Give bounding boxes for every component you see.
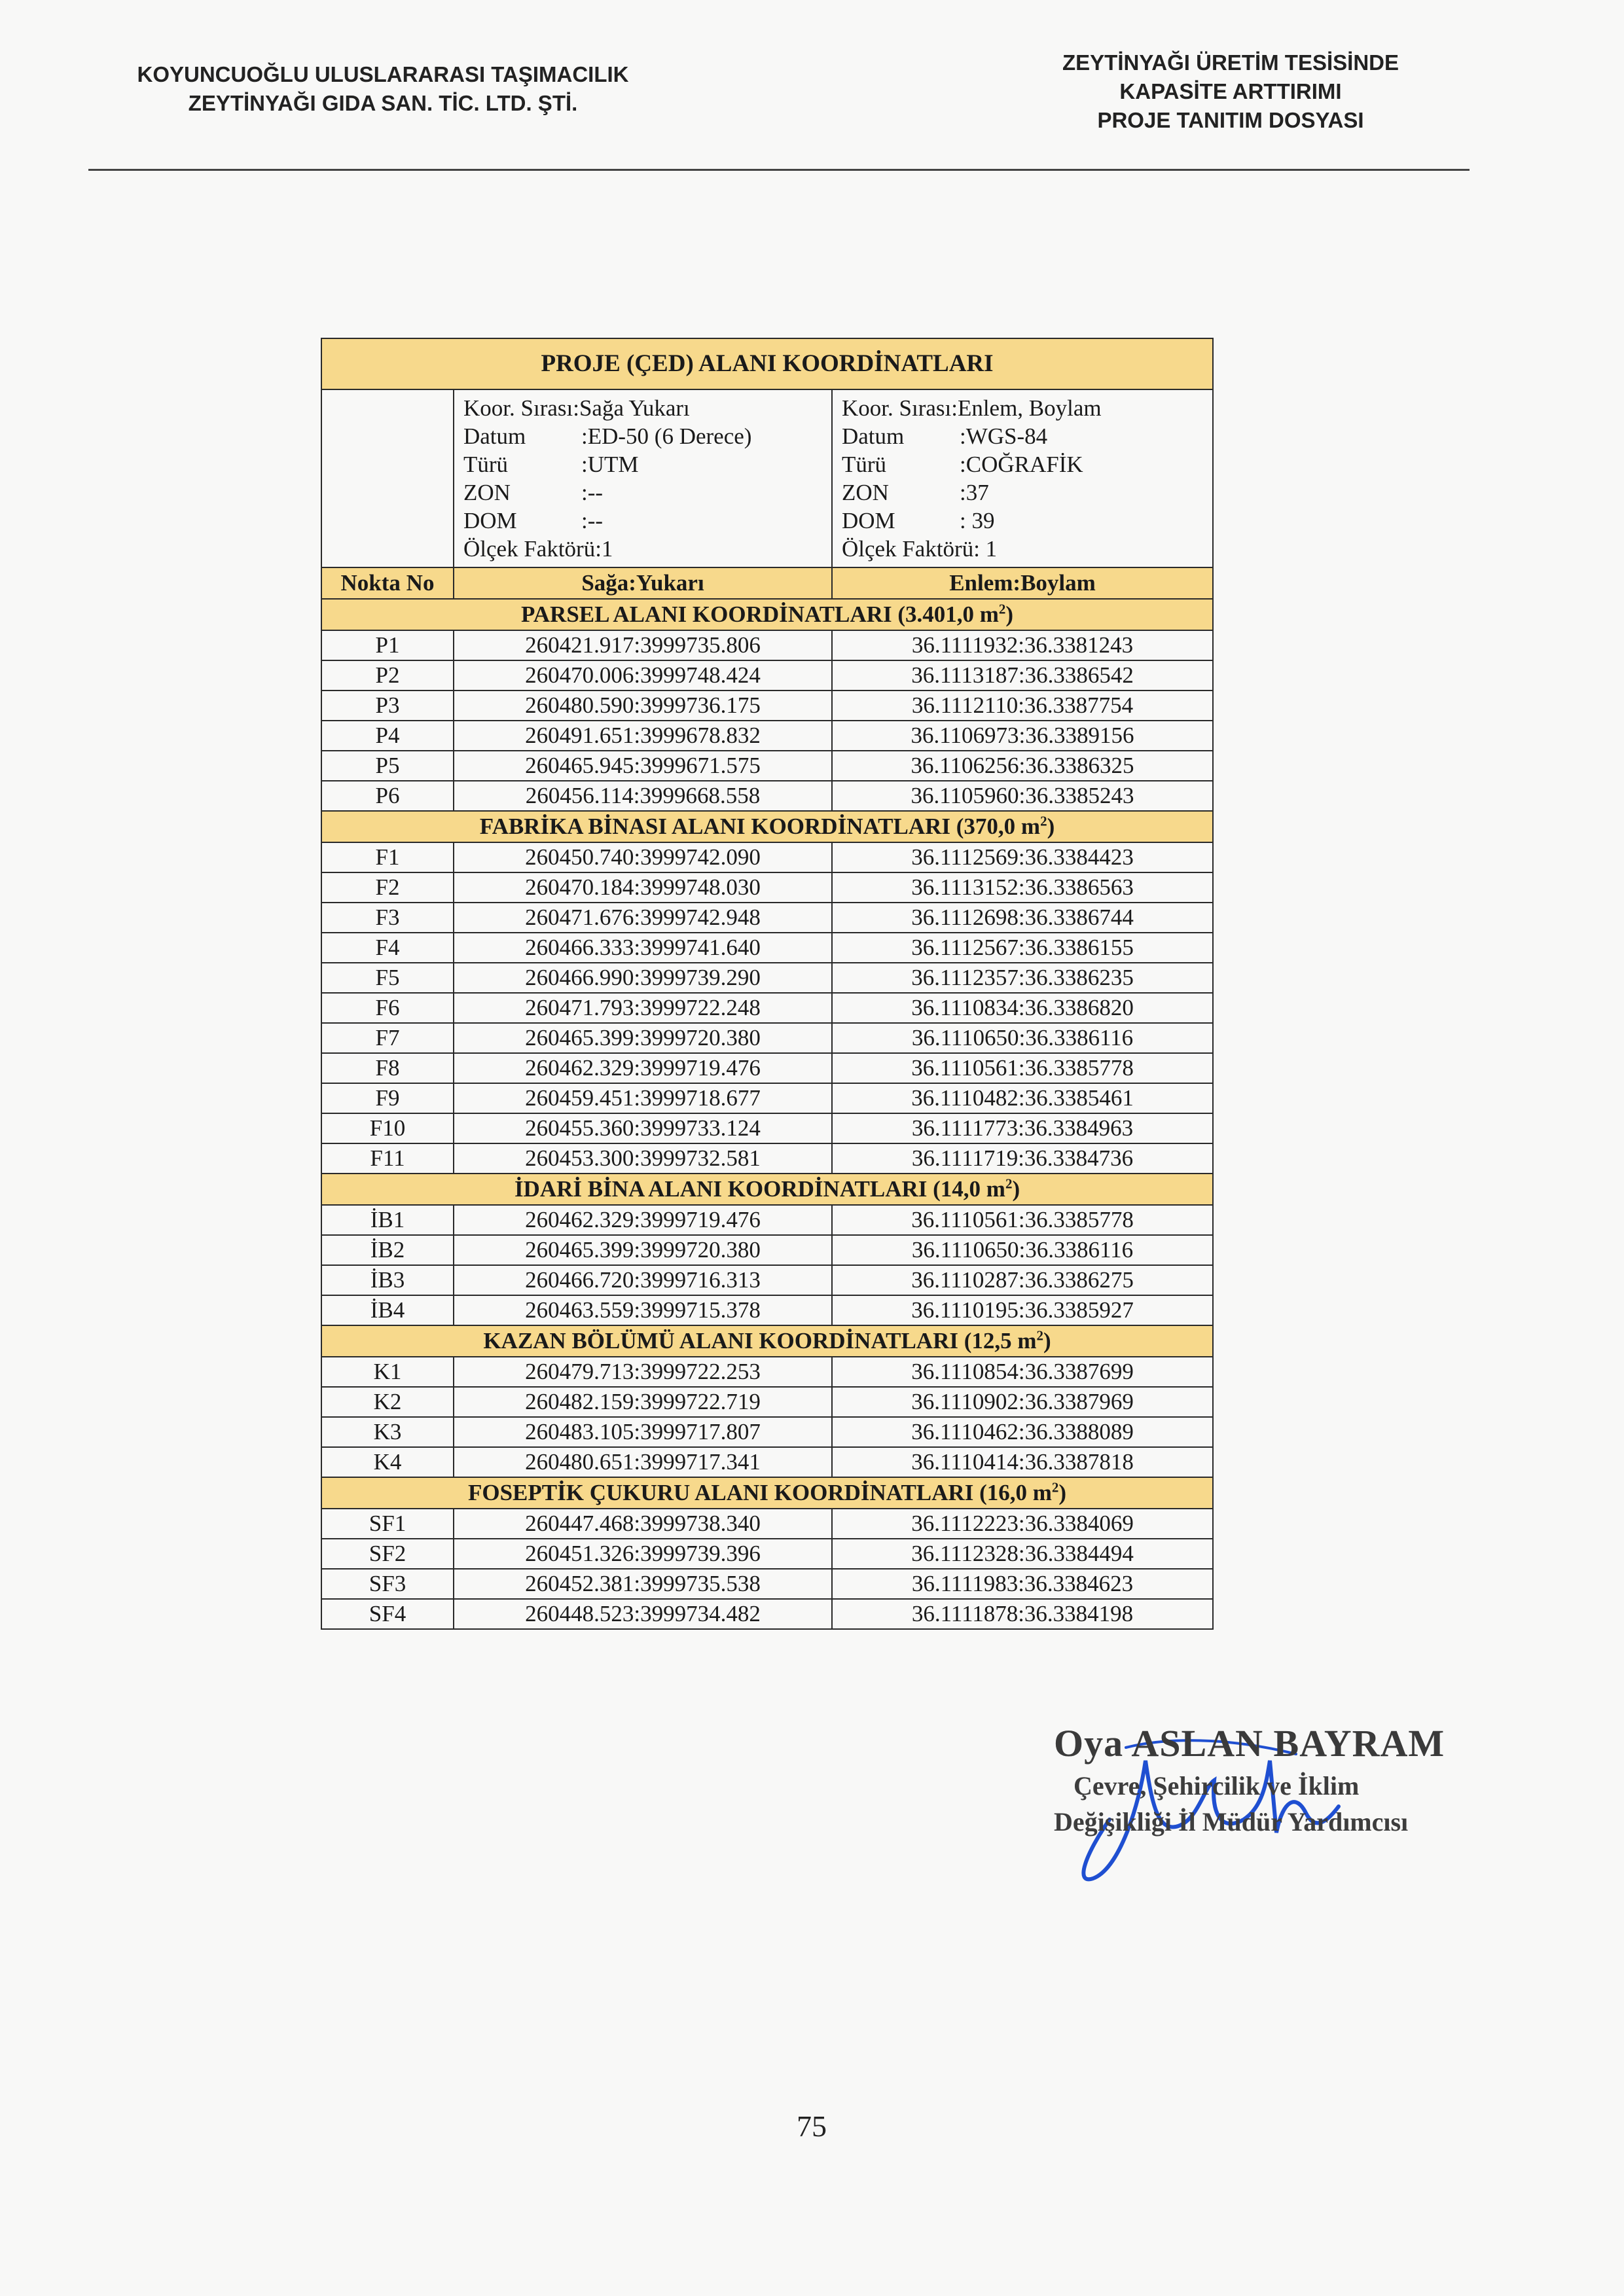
section-title-close: ) xyxy=(1058,1480,1067,1505)
geo-coordinate-cell: 36.1110482:36.3385461 xyxy=(832,1083,1213,1113)
datum-info-key: ZON xyxy=(842,480,889,505)
section-title-close: ) xyxy=(1043,1328,1051,1354)
datum-info-line xyxy=(463,422,822,450)
point-no-cell: F6 xyxy=(321,993,454,1023)
datum-info-key: Türü xyxy=(463,452,509,477)
table-row xyxy=(321,842,1213,872)
utm-coordinate-cell: 260471.676:3999742.948 xyxy=(454,903,832,933)
section-title-text: PARSEL ALANI KOORDİNATLARI (3.401,0 m xyxy=(520,601,999,627)
point-no-cell: F7 xyxy=(321,1023,454,1053)
page-number: 75 xyxy=(797,2109,827,2143)
utm-coordinate-cell: 260465.399:3999720.380 xyxy=(454,1235,832,1265)
point-no-cell: F5 xyxy=(321,963,454,993)
datum-info-key: Koor. Sırası:Sağa Yukarı xyxy=(463,395,690,421)
utm-coordinate-cell: 260452.381:3999735.538 xyxy=(454,1569,832,1599)
geo-coordinate-cell: 36.1111773:36.3384963 xyxy=(832,1113,1213,1143)
geo-coordinate-cell: 36.1106973:36.3389156 xyxy=(832,721,1213,751)
table-row xyxy=(321,1023,1213,1053)
point-no-cell: F10 xyxy=(321,1113,454,1143)
geo-coordinate-cell: 36.1105960:36.3385243 xyxy=(832,781,1213,811)
datum-info-key: Koor. Sırası:Enlem, Boylam xyxy=(842,395,1102,421)
datum-info-empty-cell xyxy=(321,389,454,567)
utm-coordinate-cell: 260480.590:3999736.175 xyxy=(454,691,832,721)
point-no-cell: F11 xyxy=(321,1143,454,1174)
header-company-line1: KOYUNCUOĞLU ULUSLARARASI TAŞIMACILIK xyxy=(137,62,629,86)
signatory-title-line2: Değişikliği İl Müdür Yardımcısı xyxy=(1054,1807,1409,1837)
datum-info-line xyxy=(463,535,822,563)
datum-info-value: :WGS-84 xyxy=(960,423,1048,449)
section-title-close: ) xyxy=(1005,601,1014,627)
geo-coordinate-cell: 36.1111719:36.3384736 xyxy=(832,1143,1213,1174)
utm-coordinate-cell: 260463.559:3999715.378 xyxy=(454,1295,832,1325)
section-title-superscript: 2 xyxy=(1036,1327,1044,1344)
utm-coordinate-cell: 260459.451:3999718.677 xyxy=(454,1083,832,1113)
point-no-cell: SF1 xyxy=(321,1509,454,1539)
point-no-cell: F1 xyxy=(321,842,454,872)
utm-coordinate-cell: 260482.159:3999722.719 xyxy=(454,1387,832,1417)
table-row xyxy=(321,1113,1213,1143)
utm-coordinate-cell: 260479.713:3999722.253 xyxy=(454,1357,832,1387)
datum-info-key: Datum xyxy=(463,423,526,449)
geo-coordinate-cell: 36.1110854:36.3387699 xyxy=(832,1357,1213,1387)
utm-coordinate-cell: 260421.917:3999735.806 xyxy=(454,630,832,660)
header-project-line1: ZEYTİNYAĞI ÜRETİM TESİSİNDE xyxy=(1062,50,1399,75)
utm-coordinate-cell: 260471.793:3999722.248 xyxy=(454,993,832,1023)
geo-coordinate-cell: 36.1110650:36.3386116 xyxy=(832,1023,1213,1053)
table-row xyxy=(321,751,1213,781)
point-no-cell: F2 xyxy=(321,872,454,903)
signatory-title-line1: Çevre, Şehircilik ve İklim xyxy=(1074,1771,1360,1801)
point-no-cell: F3 xyxy=(321,903,454,933)
table-row xyxy=(321,1143,1213,1174)
geo-coordinate-cell: 36.1110650:36.3386116 xyxy=(832,1235,1213,1265)
header-project xyxy=(969,48,1492,135)
table-row xyxy=(321,903,1213,933)
section-title-superscript: 2 xyxy=(998,601,1006,617)
column-header-geo: Enlem:Boylam xyxy=(832,567,1213,599)
point-no-cell: P5 xyxy=(321,751,454,781)
column-header-point-no: Nokta No xyxy=(321,567,454,599)
section-title-superscript: 2 xyxy=(1040,813,1047,829)
section-title-text: KAZAN BÖLÜMÜ ALANI KOORDİNATLARI (12,5 m xyxy=(483,1328,1037,1354)
datum-info-value: :ED-50 (6 Derece) xyxy=(581,423,752,449)
table-title: PROJE (ÇED) ALANI KOORDİNATLARI xyxy=(321,338,1213,389)
geo-coordinate-cell: 36.1113152:36.3386563 xyxy=(832,872,1213,903)
table-title-row xyxy=(321,338,1213,389)
utm-coordinate-cell: 260491.651:3999678.832 xyxy=(454,721,832,751)
table-row xyxy=(321,1205,1213,1235)
table-row xyxy=(321,691,1213,721)
table-row xyxy=(321,1357,1213,1387)
section-title xyxy=(321,1477,1213,1509)
geo-coordinate-cell: 36.1111983:36.3384623 xyxy=(832,1569,1213,1599)
table-row xyxy=(321,1509,1213,1539)
geo-coordinate-cell: 36.1110287:36.3386275 xyxy=(832,1265,1213,1295)
point-no-cell: İB3 xyxy=(321,1265,454,1295)
header-divider xyxy=(88,169,1470,171)
section-header-row xyxy=(321,599,1213,630)
utm-coordinate-cell: 260447.468:3999738.340 xyxy=(454,1509,832,1539)
geographic-datum-info xyxy=(832,389,1213,567)
geo-coordinate-cell: 36.1110462:36.3388089 xyxy=(832,1417,1213,1447)
table-row xyxy=(321,781,1213,811)
table-row xyxy=(321,1083,1213,1113)
datum-info-key: ZON xyxy=(463,480,511,505)
point-no-cell: K3 xyxy=(321,1417,454,1447)
utm-coordinate-cell: 260470.006:3999748.424 xyxy=(454,660,832,691)
utm-coordinate-cell: 260465.945:3999671.575 xyxy=(454,751,832,781)
datum-info-line xyxy=(463,478,822,507)
utm-coordinate-cell: 260462.329:3999719.476 xyxy=(454,1205,832,1235)
utm-coordinate-cell: 260480.651:3999717.341 xyxy=(454,1447,832,1477)
geo-coordinate-cell: 36.1112328:36.3384494 xyxy=(832,1539,1213,1569)
utm-coordinate-cell: 260483.105:3999717.807 xyxy=(454,1417,832,1447)
geo-coordinate-cell: 36.1112698:36.3386744 xyxy=(832,903,1213,933)
section-title-text: İDARİ BİNA ALANI KOORDİNATLARI (14,0 m xyxy=(514,1176,1005,1202)
section-title xyxy=(321,811,1213,842)
geo-coordinate-cell: 36.1110902:36.3387969 xyxy=(832,1387,1213,1417)
table-row xyxy=(321,1569,1213,1599)
geo-coordinate-cell: 36.1110834:36.3386820 xyxy=(832,993,1213,1023)
table-row xyxy=(321,660,1213,691)
point-no-cell: K1 xyxy=(321,1357,454,1387)
datum-info-value: :UTM xyxy=(581,452,639,477)
table-row xyxy=(321,933,1213,963)
point-no-cell: SF3 xyxy=(321,1569,454,1599)
datum-info-line xyxy=(842,535,1203,563)
datum-info-key: Ölçek Faktörü:1 xyxy=(463,536,613,562)
geo-coordinate-cell: 36.1112567:36.3386155 xyxy=(832,933,1213,963)
point-no-cell: P3 xyxy=(321,691,454,721)
point-no-cell: SF4 xyxy=(321,1599,454,1629)
geo-coordinate-cell: 36.1111878:36.3384198 xyxy=(832,1599,1213,1629)
utm-coordinate-cell: 260466.333:3999741.640 xyxy=(454,933,832,963)
point-no-cell: K2 xyxy=(321,1387,454,1417)
datum-info-value: :COĞRAFİK xyxy=(960,452,1083,477)
datum-info-row xyxy=(321,389,1213,567)
datum-info-line xyxy=(842,450,1203,478)
datum-info-value: :-- xyxy=(581,508,604,533)
point-no-cell: P2 xyxy=(321,660,454,691)
column-header-utm: Sağa:Yukarı xyxy=(454,567,832,599)
utm-coordinate-cell: 260455.360:3999733.124 xyxy=(454,1113,832,1143)
table-row xyxy=(321,1235,1213,1265)
section-header-row xyxy=(321,811,1213,842)
table-row xyxy=(321,1599,1213,1629)
section-title-superscript: 2 xyxy=(1051,1479,1059,1496)
geo-coordinate-cell: 36.1113187:36.3386542 xyxy=(832,660,1213,691)
geo-coordinate-cell: 36.1110561:36.3385778 xyxy=(832,1205,1213,1235)
section-header-row xyxy=(321,1477,1213,1509)
datum-info-line xyxy=(842,507,1203,535)
datum-info-line xyxy=(463,507,822,535)
point-no-cell: F4 xyxy=(321,933,454,963)
point-no-cell: P6 xyxy=(321,781,454,811)
table-row xyxy=(321,1053,1213,1083)
table-row xyxy=(321,1447,1213,1477)
section-title-text: FABRİKA BİNASI ALANI KOORDİNATLARI (370,0 m xyxy=(479,814,1041,839)
utm-coordinate-cell: 260453.300:3999732.581 xyxy=(454,1143,832,1174)
utm-datum-info xyxy=(454,389,832,567)
utm-coordinate-cell: 260470.184:3999748.030 xyxy=(454,872,832,903)
datum-info-key: Datum xyxy=(842,423,905,449)
datum-info-line xyxy=(463,450,822,478)
table-row xyxy=(321,1417,1213,1447)
point-no-cell: P4 xyxy=(321,721,454,751)
utm-coordinate-cell: 260450.740:3999742.090 xyxy=(454,842,832,872)
geo-coordinate-cell: 36.1112569:36.3384423 xyxy=(832,842,1213,872)
datum-info-key: DOM xyxy=(463,508,517,533)
datum-info-line xyxy=(842,422,1203,450)
section-title xyxy=(321,1174,1213,1205)
column-header-row xyxy=(321,567,1213,599)
point-no-cell: İB1 xyxy=(321,1205,454,1235)
geo-coordinate-cell: 36.1112357:36.3386235 xyxy=(832,963,1213,993)
point-no-cell: K4 xyxy=(321,1447,454,1477)
geo-coordinate-cell: 36.1106256:36.3386325 xyxy=(832,751,1213,781)
point-no-cell: İB4 xyxy=(321,1295,454,1325)
table-row xyxy=(321,963,1213,993)
geo-coordinate-cell: 36.1110414:36.3387818 xyxy=(832,1447,1213,1477)
datum-info-value: :37 xyxy=(960,480,989,505)
point-no-cell: İB2 xyxy=(321,1235,454,1265)
point-no-cell: SF2 xyxy=(321,1539,454,1569)
datum-info-line xyxy=(842,394,1203,422)
datum-info-value: :-- xyxy=(581,480,604,505)
point-no-cell: F8 xyxy=(321,1053,454,1083)
table-row xyxy=(321,721,1213,751)
section-title-close: ) xyxy=(1012,1176,1020,1202)
section-title-text: FOSEPTİK ÇUKURU ALANI KOORDİNATLARI (16,0 m xyxy=(467,1480,1052,1505)
section-title-superscript: 2 xyxy=(1005,1175,1013,1192)
utm-coordinate-cell: 260465.399:3999720.380 xyxy=(454,1023,832,1053)
table-row xyxy=(321,872,1213,903)
point-no-cell: P1 xyxy=(321,630,454,660)
datum-info-line xyxy=(463,394,822,422)
datum-info-key: Türü xyxy=(842,452,887,477)
utm-coordinate-cell: 260448.523:3999734.482 xyxy=(454,1599,832,1629)
table-row xyxy=(321,1265,1213,1295)
geo-coordinate-cell: 36.1111932:36.3381243 xyxy=(832,630,1213,660)
table-row xyxy=(321,993,1213,1023)
geo-coordinate-cell: 36.1112223:36.3384069 xyxy=(832,1509,1213,1539)
point-no-cell: F9 xyxy=(321,1083,454,1113)
header-project-line2: KAPASİTE ARTTIRIMI xyxy=(1119,79,1342,103)
datum-info-key: Ölçek Faktörü: 1 xyxy=(842,536,998,562)
utm-coordinate-cell: 260451.326:3999739.396 xyxy=(454,1539,832,1569)
table-row xyxy=(321,1387,1213,1417)
section-title xyxy=(321,1325,1213,1357)
header-company-line2: ZEYTİNYAĞI GIDA SAN. TİC. LTD. ŞTİ. xyxy=(188,91,578,115)
utm-coordinate-cell: 260462.329:3999719.476 xyxy=(454,1053,832,1083)
section-title xyxy=(321,599,1213,630)
section-header-row xyxy=(321,1325,1213,1357)
table-row xyxy=(321,630,1213,660)
datum-info-key: DOM xyxy=(842,508,895,533)
coordinates-table xyxy=(321,338,1214,1630)
utm-coordinate-cell: 260456.114:3999668.558 xyxy=(454,781,832,811)
header-company xyxy=(98,60,668,118)
utm-coordinate-cell: 260466.990:3999739.290 xyxy=(454,963,832,993)
geo-coordinate-cell: 36.1112110:36.3387754 xyxy=(832,691,1213,721)
section-title-close: ) xyxy=(1047,814,1055,839)
datum-info-line xyxy=(842,478,1203,507)
table-row xyxy=(321,1295,1213,1325)
table-row xyxy=(321,1539,1213,1569)
geo-coordinate-cell: 36.1110195:36.3385927 xyxy=(832,1295,1213,1325)
utm-coordinate-cell: 260466.720:3999716.313 xyxy=(454,1265,832,1295)
signatory-name: Oya ASLAN BAYRAM xyxy=(1054,1722,1445,1765)
section-header-row xyxy=(321,1174,1213,1205)
geo-coordinate-cell: 36.1110561:36.3385778 xyxy=(832,1053,1213,1083)
datum-info-value: : 39 xyxy=(960,508,995,533)
header-project-line3: PROJE TANITIM DOSYASI xyxy=(1097,108,1364,132)
